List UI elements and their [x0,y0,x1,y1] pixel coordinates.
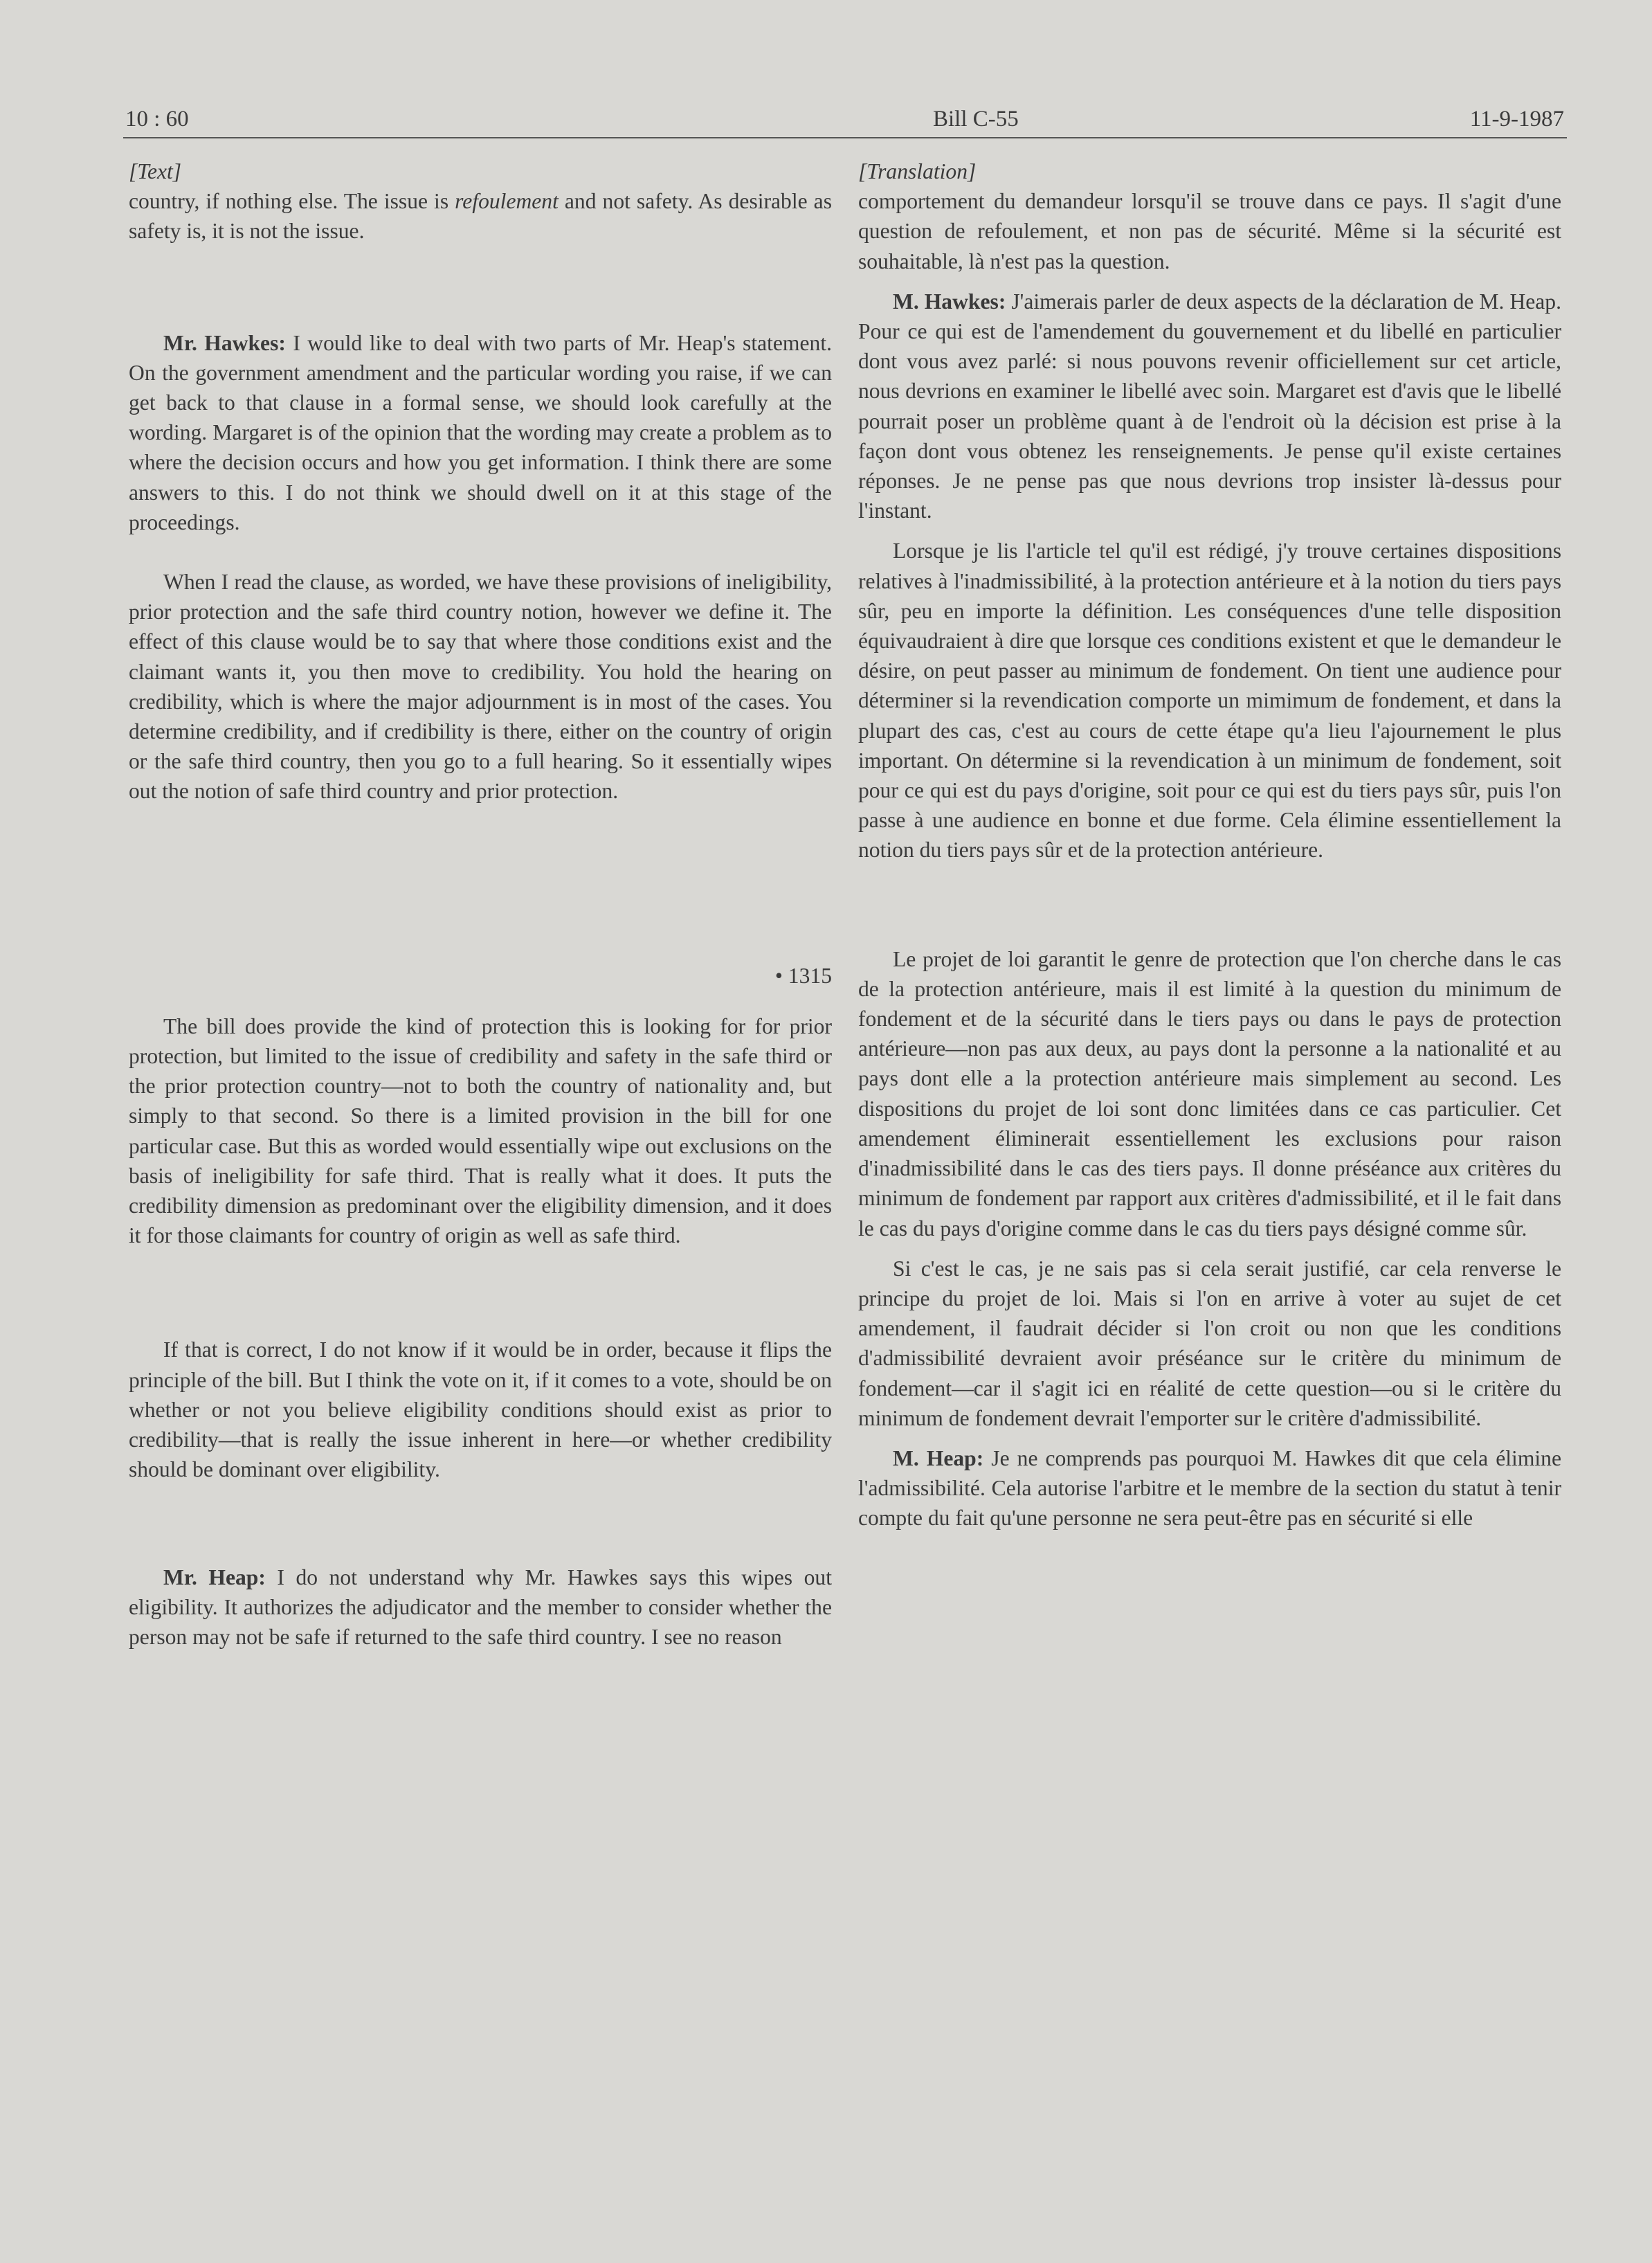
paragraph: M. Heap: Je ne comprends pas pourquoi M. Hawkes dit que cela élimine l'admissibilité. Cela autorise l'arbitre et le membre de la section du statut à tenir compte du fait qu'une personne ne sera peut-être pas en sécurité si elle [858,1445,1561,1531]
page-number: 10 : 60 [125,107,189,132]
text-marker: [Text] [129,159,182,183]
speaker-name: M. Hawkes: [893,289,1006,314]
paragraph: Mr. Heap: I do not understand why Mr. Hawkes says this wipes out eligibility. It authorizes the adjudicator and the member to consider whether the person may not be safe if returned to the safe third country. I see no reason [129,1565,832,1649]
running-header [123,102,1567,138]
translation-marker: [Translation] [858,159,977,183]
bill-title: Bill C-55 [933,107,1019,132]
date: 11-9-1987 [1469,107,1564,132]
paragraph: If that is correct, I do not know if it would be in order, because it flips the principle of the bill. But I think the vote on it, if it comes to a vote, should be on whether or not you believe eligibility conditions should exist as prior to credibility—that is really the issue inherent in here—or whether credibility should be dominant over eligibility. [129,1337,832,1482]
paragraph: Mr. Hawkes: I would like to deal with two parts of Mr. Heap's statement. On the government amendment and the particular wording you raise, if we can get back to that clause in a formal sense, we should look carefully at the wording. Margaret is of the opinion that the wording may create a problem as to where the decision occurs and how you get information. I think there are some answers to this. I do not think we should dwell on it at this stage of the proceedings. [129,330,832,534]
english-column [129,156,832,1652]
paragraph: When I read the clause, as worded, we have these provisions of ineligibility, prior protection and the safe third country notion, however we define it. The effect of this clause would be to say that where those conditions exist and the claimant wants it, you then move to credibility. You hold the hearing on credibility, which is where the major adjournment is in most of the cases. You determine credibility, and if credibility is there, either on the country of origin or the safe third country, then you go to a full hearing. So it essentially wipes out the notion of safe third country and prior protection. [129,570,832,804]
paragraph: Si c'est le cas, je ne sais pas si cela serait justifié, car cela renverse le principe du projet de loi. Mais si l'on en arrive à voter au sujet de cet amendement, il faudrait décider si l'on croit ou non que les conditions d'admissibilité devraient avoir préséance sur le critère du minimum de fondement—car il s'agit ici en réalité de cette question—ou si le critère du minimum de fondement devrait l'emporter sur le critère d'admissibilité. [858,1256,1561,1430]
paragraph: Lorsque je lis l'article tel qu'il est rédigé, j'y trouve certaines dispositions relatives à l'inadmissibilité, à la protection antérieure et à la notion du tiers pays sûr, peu en importe la définition. Les conséquences d'une telle disposition équivaudraient à dire que lorsque ces conditions existent et que le demandeur le désire, on peut passer au minimum de fondement. On tient une audience pour déterminer si la revendication comporte un mimimum de fondement, et dans la plupart des cas, c'est au cours de cette étape qu'a lieu l'ajournement le plus important. On détermine si la revendication à un minimum de fondement, soit pour ce qui est du pays d'origine, soit pour ce qui est du tiers pays sûr, puis l'on passe à une audience en bonne et due forme. Cela élimine essentiellement la notion du tiers pays sûr et de la protection antérieure. [858,539,1561,863]
speaker-name: Mr. Heap: [163,1565,266,1589]
paragraph: Le projet de loi garantit le genre de protection que l'on cherche dans le cas de la protection antérieure, mais il est limité à la question du minimum de fondement et de la sécurité dans le tiers pays ou dans le pays de protection antérieure—non pas aux deux, au pays dont la personne a la nationalité et au pays dont elle a la protection antérieure mais simplement au second. Les dispositions du projet de loi sont donc limitées dans ce cas particulier. Cet amendement éliminerait essentiellement les exclusions pour raison d'inadmissibilité dans le cas des tiers pays. Il donne préséance aux critères du minimum de fondement par rapport aux critères d'admissibilité, et il le fait dans le cas du pays d'origine comme dans le cas du tiers pays désigné comme sûr. [858,946,1561,1241]
french-column [858,156,1561,1533]
speaker-name: Mr. Hawkes: [163,330,286,355]
paragraph: comportement du demandeur lorsqu'il se trouve dans ce pays. Il s'agit d'une question de refoulement, et non pas de sécurité. Même si la sécurité est souhaitable, là n'est pas la question. [858,189,1561,273]
paragraph: The bill does provide the kind of protection this is looking for for prior protection, but limited to the issue of credibility and safety in the safe third or the prior protection country—not to both the country of nationality and, but simply to that second. So there is a limited provision in the bill for one particular case. But this as worded would essentially wipe out exclusions on the basis of ineligibility for safe third. That is really what it does. It puts the credibility dimension as predominant over the eligibility dimension, and it does it for those claimants for country of origin as well as safe third. [129,1013,832,1248]
paragraph: country, if nothing else. The issue is refoulement and not safety. As desirable as safety is, it is not the issue. [129,189,832,244]
speaker-name: M. Heap: [893,1445,984,1470]
timecode: • 1315 [774,963,832,988]
paragraph: M. Hawkes: J'aimerais parler de deux aspects de la déclaration de M. Heap. Pour ce qui est de l'amendement du gouvernement et du libellé en particulier dont vous avez parlé: si nous pouvons revenir officiellement sur cet article, nous devrions en examiner le libellé avec soin. Margaret est d'avis que le libellé pourrait poser un problème quant à de l'endroit où la décision est prise à la façon dont vous obtenez les renseignements. Je pense qu'il existe certaines réponses. Je ne pense pas que nous devrions trop insister là-dessus pour l'instant. [858,289,1561,523]
